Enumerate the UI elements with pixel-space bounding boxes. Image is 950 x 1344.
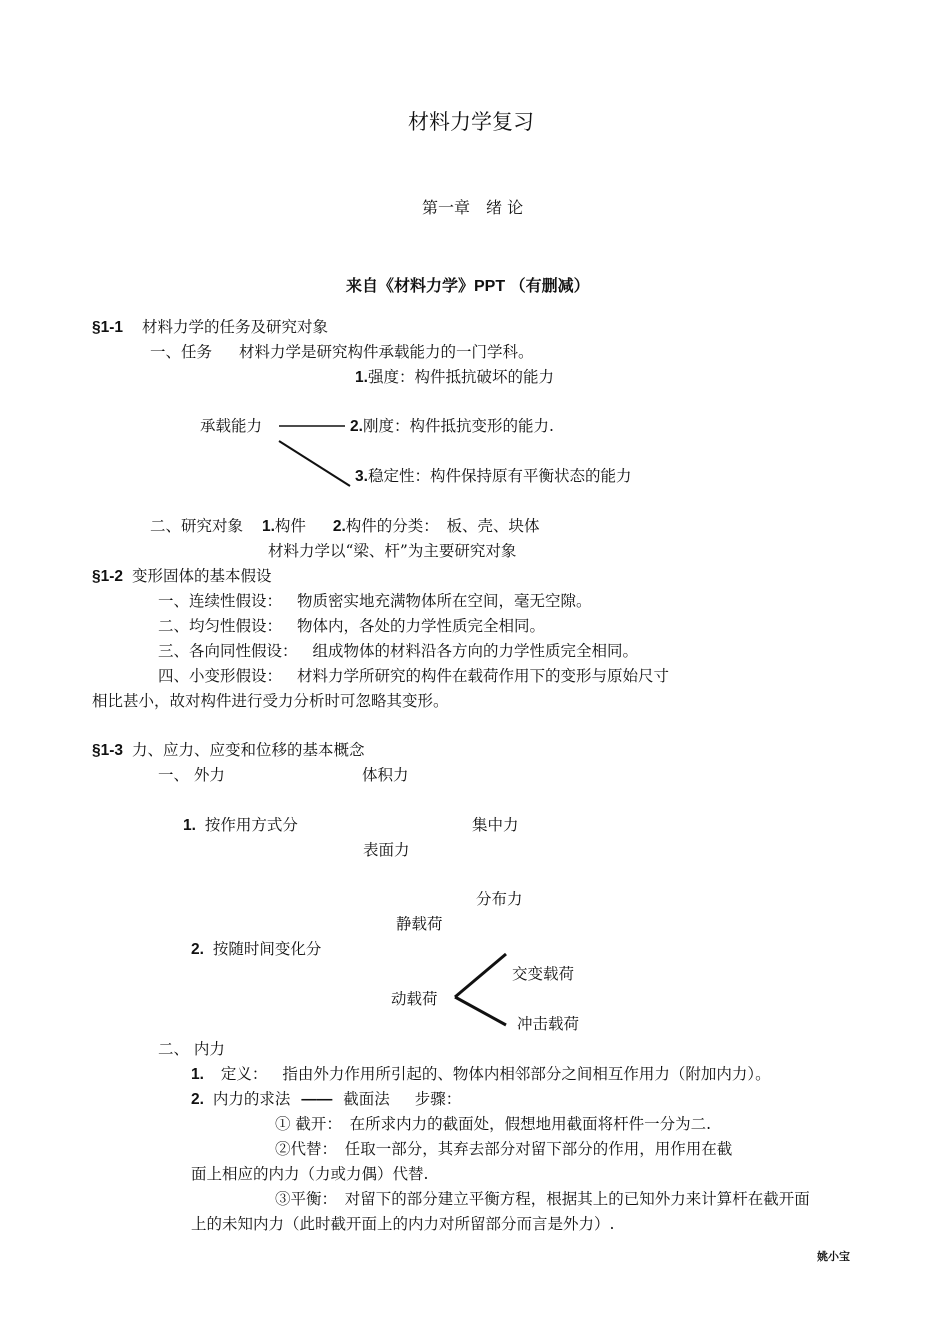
step-1: ① 截开： 在所求内力的截面处，假想地用截面将杆件一分为二. — [275, 1115, 712, 1133]
object-line — [150, 517, 540, 537]
assumption-small-deformation — [158, 667, 669, 686]
capacity-line-stability — [279, 441, 350, 486]
assumption-homogeneity — [158, 617, 545, 636]
assumption-label: 一、连续性假设： — [158, 592, 283, 610]
section-1-2-heading — [92, 567, 271, 587]
dynamic-line-alternating — [455, 954, 506, 997]
definition-text: 指由外力作用所引起的、物体内相邻部分之间相互作用力（附加内力）。 — [282, 1065, 771, 1083]
assumption-text: 物体内，各处的力学性质完全相同。 — [296, 617, 545, 635]
source-note: 来自《材料力学》PPT （有删减） — [346, 278, 590, 295]
item-num: 1. — [191, 1066, 204, 1083]
capacity-item-stability — [355, 467, 631, 487]
task-label: 一、任务 — [150, 343, 213, 361]
step-3-cont: 上的未知内力（此时截开面上的内力对所留部分而言是外力）. — [191, 1215, 615, 1233]
steps-label: 步骤： — [414, 1090, 462, 1108]
impact-load-label: 冲击载荷 — [517, 1015, 580, 1033]
alternating-load-label: 交变载荷 — [512, 965, 575, 983]
item-num: 2. — [191, 941, 204, 958]
section-title: 材料力学的任务及研究对象 — [141, 318, 328, 336]
method-line — [191, 1090, 461, 1110]
assumption-label: 四、小变形假设： — [158, 667, 283, 685]
by-action-line — [183, 816, 298, 836]
item-num: 1. — [183, 817, 196, 834]
step-2-cont: 面上相应的内力（力或力偶）代替. — [191, 1165, 429, 1183]
assumption-label: 二、均匀性假设： — [158, 617, 283, 635]
object-label: 二、研究对象 — [150, 517, 244, 535]
item-text: 强度：构件抵抗破坏的能力 — [367, 368, 554, 386]
method-text: 内力的求法 — [212, 1090, 291, 1108]
object-2-text: 构件的分类： 板、壳、块体 — [345, 517, 540, 535]
assumption-text: 材料力学所研究的构件在载荷作用下的变形与原始尺寸 — [296, 667, 669, 685]
chapter-heading: 第一章 绪 论 — [422, 198, 524, 217]
item-num: 3. — [355, 468, 368, 485]
static-load-label: 静载荷 — [396, 915, 443, 933]
item-num: 2. — [350, 418, 363, 435]
assumption-continuity — [158, 592, 591, 611]
assumption-text: 物质密实地充满物体所在空间，毫无空隙。 — [296, 592, 592, 610]
body-force-label: 体积力 — [362, 766, 409, 784]
assumption-small-deformation-cont: 相比甚小，故对构件进行受力分析时可忽略其变形。 — [92, 692, 449, 710]
surface-force-label: 表面力 — [363, 841, 410, 859]
distributed-force-label: 分布力 — [476, 890, 523, 908]
step-3: ③平衡： 对留下的部分建立平衡方程，根据其上的已知外力来计算杆在截开面 — [275, 1190, 810, 1208]
external-force-label: 一、 外力 — [158, 766, 225, 784]
page-title: 材料力学复习 — [408, 110, 534, 134]
section-1-1-heading — [92, 318, 328, 338]
dynamic-load-label: 动载荷 — [391, 990, 438, 1008]
task-text: 材料力学是研究构件承载能力的一门学科。 — [238, 343, 534, 361]
object-1-text: 构件 — [274, 517, 306, 535]
item-text: 按作用方式分 — [204, 816, 298, 834]
dash: —— — [301, 1091, 333, 1108]
capacity-item-strength — [355, 368, 554, 388]
by-time-line — [191, 940, 321, 960]
capacity-label: 承载能力 — [200, 417, 263, 435]
item-text: 按随时间变化分 — [212, 940, 322, 958]
concentrated-force-label: 集中力 — [472, 816, 519, 834]
section-title: 力、应力、应变和位移的基本概念 — [131, 741, 365, 759]
internal-force-label: 二、 内力 — [158, 1040, 225, 1058]
section-method: 截面法 — [343, 1090, 390, 1108]
item-text: 刚度：构件抵抗变形的能力. — [362, 417, 554, 435]
object-1-num: 1. — [261, 518, 275, 535]
object-note: 材料力学以“梁、杆”为主要研究对象 — [268, 542, 517, 560]
definition-line — [191, 1065, 771, 1085]
section-num: §1-2 — [92, 568, 124, 585]
section-title: 变形固体的基本假设 — [131, 567, 272, 585]
assumption-label: 三、各向同性假设： — [158, 642, 298, 660]
dynamic-line-impact — [455, 997, 506, 1025]
assumption-text: 组成物体的材料沿各方向的力学性质完全相同。 — [312, 642, 638, 660]
signature: 姚小宝 — [817, 1251, 850, 1263]
item-num: 1. — [355, 369, 368, 386]
section-num: §1-1 — [92, 319, 124, 336]
section-1-3-heading — [92, 741, 364, 761]
item-num: 2. — [191, 1091, 204, 1108]
item-text: 稳定性：构件保持原有平衡状态的能力 — [367, 467, 632, 485]
section-num: §1-3 — [92, 742, 124, 759]
step-2: ②代替： 任取一部分，其弃去部分对留下部分的作用，用作用在截 — [275, 1140, 733, 1158]
object-2-num: 2. — [332, 518, 346, 535]
task-line — [150, 343, 533, 362]
assumption-isotropy — [158, 642, 638, 661]
capacity-item-rigidity — [350, 417, 554, 437]
definition-label: 定义： — [220, 1065, 268, 1083]
